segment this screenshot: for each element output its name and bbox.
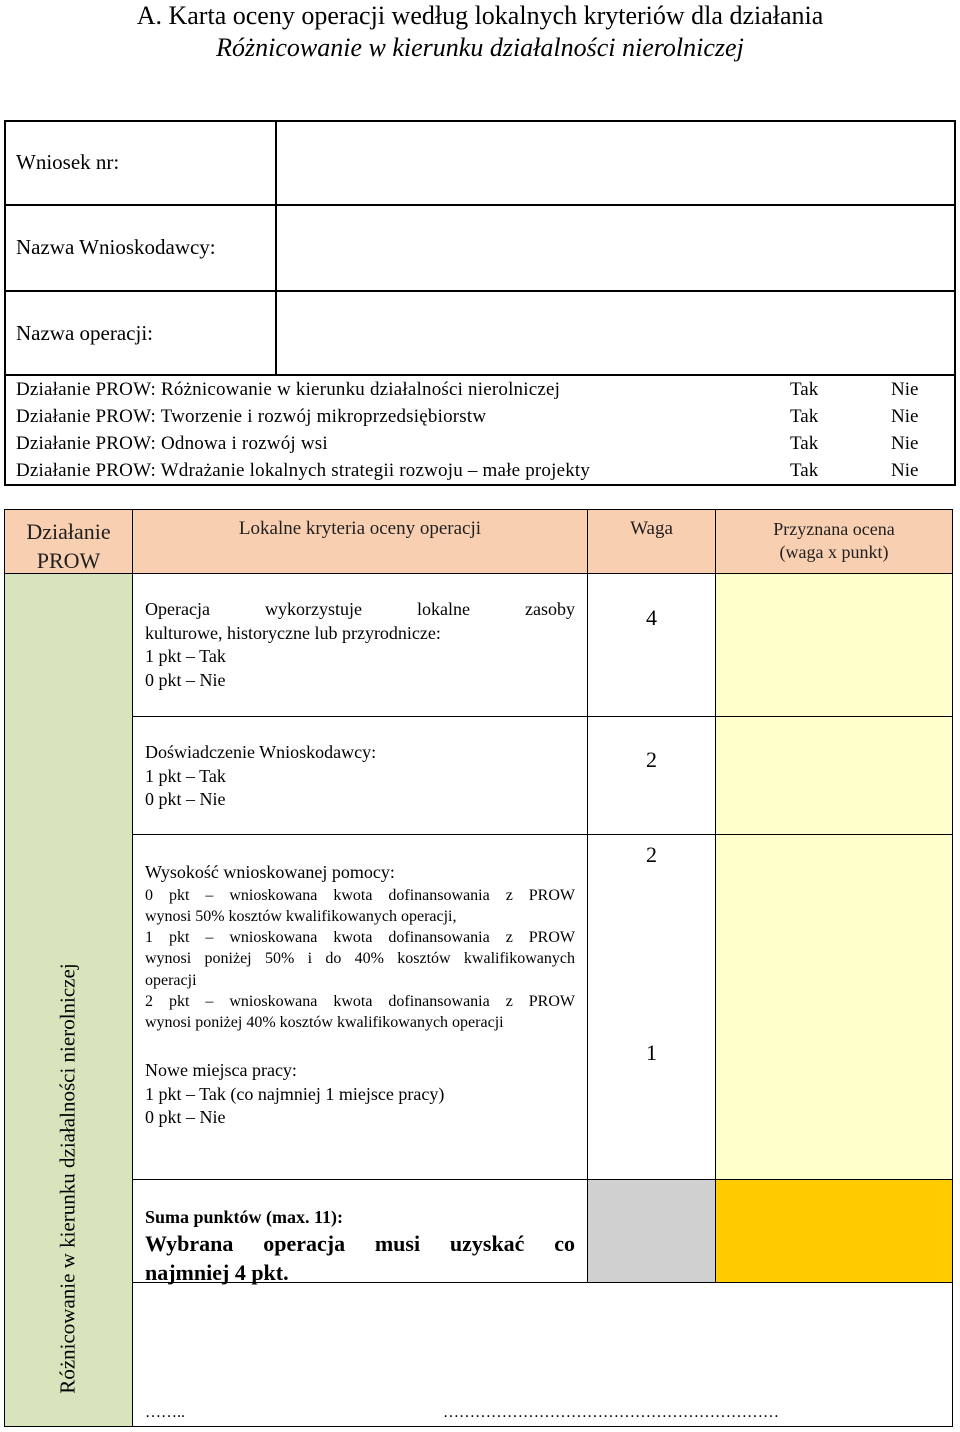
- criterion-4-opt2: 0 pkt – Nie: [145, 1107, 226, 1127]
- applicant-name-label: Nazwa Wnioskodawcy:: [16, 235, 216, 259]
- criterion-1-opt2: 0 pkt – Nie: [145, 669, 226, 690]
- criterion-2-opt1: 1 pkt – Tak: [145, 765, 226, 786]
- score-total-cell[interactable]: [716, 1180, 952, 1282]
- action-no-4[interactable]: Nie: [891, 460, 919, 481]
- action-yes-2[interactable]: Tak: [790, 406, 819, 427]
- criterion-3-line7: wynosi poniżej 40% kosztów kwalifikowanych operacji: [145, 1014, 504, 1032]
- header-weight: Waga: [630, 518, 673, 539]
- criterion-2-title: Doświadczenie Wnioskodawcy:: [145, 742, 377, 762]
- criterion-2-score-field[interactable]: [716, 717, 952, 834]
- side-label: Różnicowanie w kierunku działalności nierolniczej: [55, 963, 80, 1394]
- header-action: [5, 517, 132, 575]
- criterion-1-weight: 4: [646, 605, 657, 630]
- criterion-4: [145, 1059, 575, 1130]
- header-score-line2: (waga x punkt): [779, 542, 889, 562]
- application-number-label: Wniosek nr:: [16, 150, 120, 174]
- criterion-3-line5: operacji: [145, 971, 197, 989]
- criterion-3-title: Wysokość wnioskowanej pomocy:: [145, 862, 395, 882]
- criterion-3-line6: 2 pkt – wnioskowana kwota dofinansowania z PROW: [145, 992, 575, 1010]
- header-criteria: Lokalne kryteria oceny operacji: [238, 518, 482, 539]
- action-no-2[interactable]: Nie: [891, 406, 919, 427]
- criterion-1-score-field[interactable]: [716, 574, 952, 716]
- criterion-1-line1: Operacja wykorzystuje lokalne zasoby: [145, 599, 575, 619]
- criterion-1: [145, 598, 575, 692]
- action-label-4: Działanie PROW: Wdrażanie lokalnych strategii rozwoju – małe projekty: [16, 460, 591, 481]
- header-action-line2: PROW: [36, 548, 101, 573]
- criterion-4-opt1: 1 pkt – Tak (co najmniej 1 miejsce pracy): [145, 1083, 445, 1104]
- criterion-4-weight: 1: [646, 1040, 657, 1065]
- signature-left: ……..: [145, 1404, 185, 1421]
- criterion-3-line4: wynosi poniżej 50% i do 40% kosztów kwalifikowanych: [145, 950, 575, 968]
- weight-total-cell: [588, 1180, 715, 1282]
- operation-name-label: Nazwa operacji:: [16, 321, 154, 345]
- header-action-line1: Działanie: [26, 519, 111, 544]
- action-yes-3[interactable]: Tak: [790, 433, 819, 454]
- action-no-3[interactable]: Nie: [891, 433, 919, 454]
- criterion-2: [145, 741, 575, 812]
- criterion-4-score-field[interactable]: [716, 1030, 952, 1179]
- criterion-1-line2: kulturowe, historyczne lub przyrodnicze:: [145, 622, 441, 643]
- page-title: A. Karta oceny operacji według lokalnych kryteriów dla działania: [136, 1, 824, 30]
- sum-block: [145, 1205, 575, 1287]
- signature-right: ………………………………………………………: [443, 1404, 779, 1421]
- criterion-2-opt2: 0 pkt – Nie: [145, 789, 226, 809]
- action-yes-1[interactable]: Tak: [790, 379, 819, 400]
- criterion-3-score-field[interactable]: [716, 835, 952, 1030]
- applicant-name-field[interactable]: [278, 206, 953, 290]
- criterion-3-line3: 1 pkt – wnioskowana kwota dofinansowania z PROW: [145, 929, 575, 947]
- criterion-4-title: Nowe miejsca pracy:: [145, 1060, 297, 1080]
- action-label-2: Działanie PROW: Tworzenie i rozwój mikroprzedsiębiorstw: [16, 406, 487, 427]
- criterion-3-line1: 0 pkt – wnioskowana kwota dofinansowania z PROW: [145, 886, 575, 904]
- header-score-line1: Przyznana ocena: [773, 519, 895, 539]
- criterion-3-weight: 2: [646, 842, 657, 867]
- action-yes-4[interactable]: Tak: [790, 460, 819, 481]
- criterion-3: [145, 861, 575, 1034]
- criterion-1-opt1: 1 pkt – Tak: [145, 646, 226, 666]
- application-number-field[interactable]: [278, 122, 953, 204]
- sum-label: Suma punktów (max. 11):: [145, 1207, 344, 1227]
- action-label-1: Działanie PROW: Różnicowanie w kierunku działalności nierolniczej: [16, 379, 561, 400]
- action-no-1[interactable]: Nie: [891, 379, 919, 400]
- requirement-line2: najmniej 4 pkt.: [145, 1260, 289, 1285]
- page-subtitle: Różnicowanie w kierunku działalności nierolniczej: [216, 33, 744, 62]
- operation-name-field[interactable]: [278, 292, 953, 374]
- criterion-2-weight: 2: [646, 747, 657, 772]
- criterion-3-line2: wynosi 50% kosztów kwalifikowanych operacji,: [145, 907, 457, 925]
- requirement-line1: Wybrana operacja musi uzyskać co: [145, 1231, 575, 1256]
- header-score: [716, 518, 952, 564]
- action-label-3: Działanie PROW: Odnowa i rozwój wsi: [16, 433, 328, 454]
